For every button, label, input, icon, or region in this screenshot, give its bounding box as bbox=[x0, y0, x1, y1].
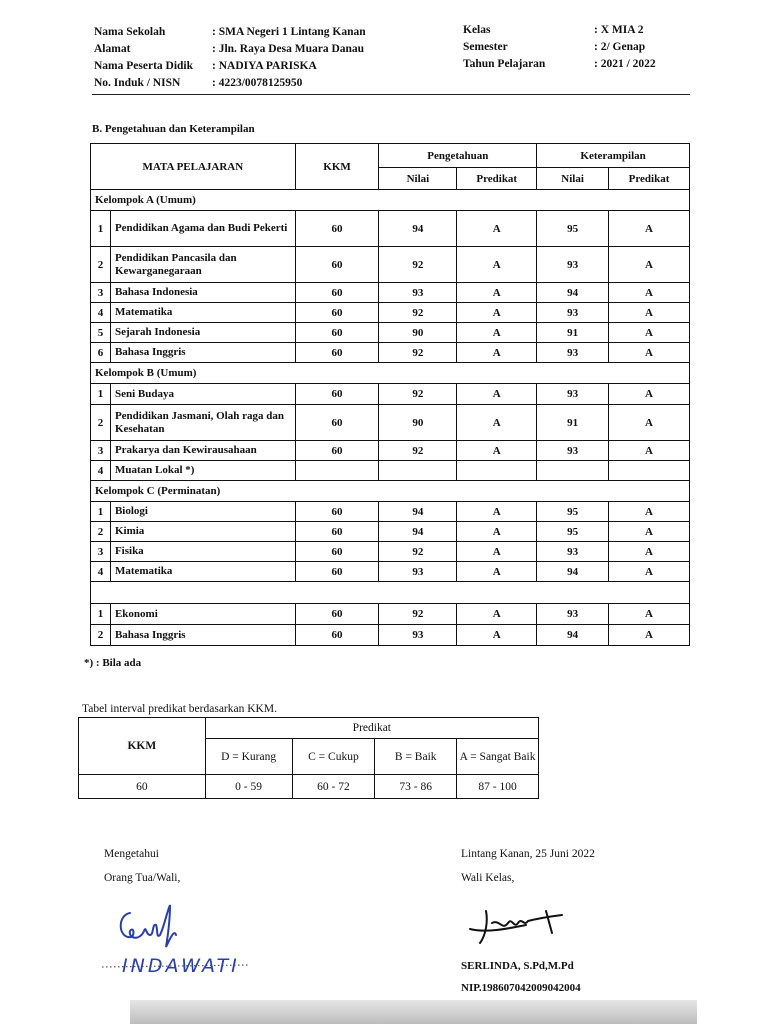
teacher-name: SERLINDA, S.Pd,M.Pd bbox=[461, 960, 574, 972]
interval-table bbox=[78, 717, 539, 799]
grade-range: 73 - 86 bbox=[375, 775, 457, 799]
table-row: 5 Sejarah Indonesia 60 90 A 91 A bbox=[91, 323, 690, 343]
group-title: Kelompok A (Umum) bbox=[91, 190, 690, 211]
parent-signature-block: Mengetahui Orang Tua/Wali, bbox=[104, 848, 181, 884]
table-row: 2 Pendidikan Jasmani, Olah raga dan Kesehatan 60 90 A 91 A bbox=[91, 405, 690, 441]
section-title: B. Pengetahuan dan Keterampilan bbox=[92, 123, 255, 135]
grade-range: 60 - 72 bbox=[292, 775, 375, 799]
kkm-header: KKM bbox=[295, 144, 379, 190]
group-row bbox=[91, 481, 690, 502]
grade-label: C = Cukup bbox=[292, 739, 375, 775]
table-row: 3 Fisika 60 92 A 93 A bbox=[91, 542, 690, 562]
table-row: 1 Pendidikan Agama dan Budi Pekerti 60 94 A 95 A bbox=[91, 211, 690, 247]
predikat-header: Predikat bbox=[457, 168, 537, 190]
info-row: Semester : 2/ Genap bbox=[463, 41, 646, 53]
info-row: Nama Sekolah : SMA Negeri 1 Lintang Kanan bbox=[94, 26, 366, 38]
table-row: 3 Bahasa Indonesia 60 93 A 94 A bbox=[91, 283, 690, 303]
grade-label: A = Sangat Baik bbox=[457, 739, 539, 775]
table-row: 1 Ekonomi 60 92 A 93 A bbox=[91, 604, 690, 625]
header-divider bbox=[92, 94, 690, 95]
teacher-nip: NIP.198607042009042004 bbox=[461, 982, 581, 994]
student-info bbox=[94, 24, 366, 92]
nilai-header: Nilai bbox=[537, 168, 609, 190]
group-title bbox=[91, 582, 690, 604]
group-row bbox=[91, 190, 690, 211]
grade-label: D = Kurang bbox=[205, 739, 292, 775]
table-row: 4 Matematika 60 92 A 93 A bbox=[91, 303, 690, 323]
group-title: Kelompok C (Perminatan) bbox=[91, 481, 690, 502]
group-row bbox=[91, 363, 690, 384]
table-row: 3 Prakarya dan Kewirausahaan 60 92 A 93 A bbox=[91, 441, 690, 461]
table-header-row bbox=[91, 144, 690, 168]
interval-header-row bbox=[79, 718, 539, 739]
table-row: 4 Matematika 60 93 A 94 A bbox=[91, 562, 690, 582]
info-row: Alamat : Jln. Raya Desa Muara Danau bbox=[94, 43, 365, 55]
table-row: 2 Bahasa Inggris 60 93 A 94 A bbox=[91, 625, 690, 646]
group-row bbox=[91, 582, 690, 604]
grade-range: 0 - 59 bbox=[205, 775, 292, 799]
parent-handwritten-name: INDAWATI bbox=[122, 955, 240, 977]
interval-kkm-value: 60 bbox=[79, 775, 206, 799]
interval-range-row bbox=[79, 775, 539, 799]
table-row: 4 Muatan Lokal *) bbox=[91, 461, 690, 481]
pengetahuan-header: Pengetahuan bbox=[379, 144, 537, 168]
subject-header: MATA PELAJARAN bbox=[91, 144, 296, 190]
info-row: Tahun Pelajaran : 2021 / 2022 bbox=[463, 58, 656, 70]
info-row: Nama Peserta Didik : NADIYA PARISKA bbox=[94, 60, 317, 72]
teacher-signature-block: Lintang Kanan, 25 Juni 2022 Wali Kelas, bbox=[461, 848, 595, 884]
table-row: 2 Kimia 60 94 A 95 A bbox=[91, 522, 690, 542]
grade-range: 87 - 100 bbox=[457, 775, 539, 799]
interval-title: Tabel interval predikat berdasarkan KKM. bbox=[82, 703, 277, 715]
table-row: 1 Seni Budaya 60 92 A 93 A bbox=[91, 384, 690, 405]
interval-kkm-header: KKM bbox=[79, 718, 206, 775]
predikat-header: Predikat bbox=[609, 168, 690, 190]
scan-shadow bbox=[130, 1000, 697, 1024]
group-title: Kelompok B (Umum) bbox=[91, 363, 690, 384]
info-row: No. Induk / NISN : 4223/0078125950 bbox=[94, 77, 303, 89]
table-row: 2 Pendidikan Pancasila dan Kewarganegaraan 60 92 A 93 A bbox=[91, 247, 690, 283]
info-row: Kelas : X MIA 2 bbox=[463, 24, 644, 36]
table-row: 6 Bahasa Inggris 60 92 A 93 A bbox=[91, 343, 690, 363]
grades-table bbox=[90, 143, 690, 646]
parent-signature-image bbox=[100, 895, 260, 980]
footnote: *) : Bila ada bbox=[84, 657, 142, 669]
table-row: 1 Biologi 60 94 A 95 A bbox=[91, 502, 690, 522]
grade-label: B = Baik bbox=[375, 739, 457, 775]
class-info bbox=[463, 22, 656, 73]
keterampilan-header: Keterampilan bbox=[537, 144, 690, 168]
interval-predikat-header: Predikat bbox=[205, 718, 538, 739]
teacher-signature-image bbox=[466, 903, 576, 948]
nilai-header: Nilai bbox=[379, 168, 457, 190]
